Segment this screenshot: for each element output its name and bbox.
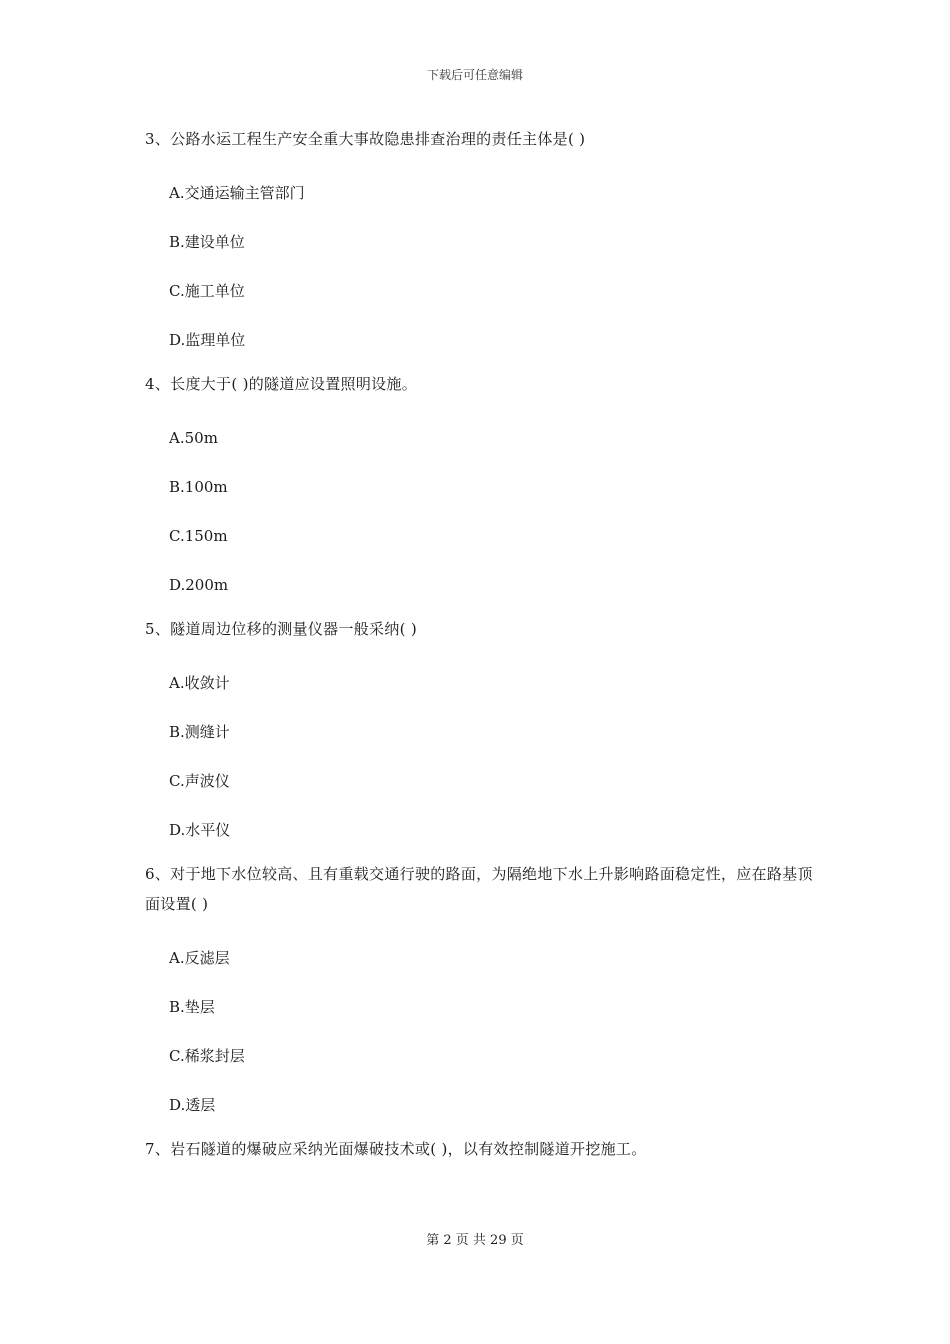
document-body (145, 124, 815, 1164)
question-text: 5、隧道周边位移的测量仪器一般采纳( ) (145, 620, 418, 638)
option-b: B.垫层 (169, 998, 215, 1016)
question-text: 7、岩石隧道的爆破应采纳光面爆破技术或( )，以有效控制隧道开挖施工。 (145, 1140, 647, 1158)
options-list (145, 428, 815, 595)
options-list (145, 948, 815, 1115)
option-d: D.监理单位 (169, 331, 246, 349)
page-number: 第 2 页 共 29 页 (426, 1233, 524, 1248)
question-text: 6、对于地下水位较高、且有重载交通行驶的路面，为隔绝地下水上升影响路面稳定性，应在路基顶面设置( ) (145, 865, 813, 913)
option-c: C.稀浆封层 (169, 1047, 245, 1065)
option-b: B.测缝计 (169, 723, 230, 741)
question-text: 3、公路水运工程生产安全重大事故隐患排查治理的责任主体是( ) (145, 130, 586, 148)
option-c: C.150m (169, 527, 228, 545)
option-d: D.200m (169, 576, 229, 594)
option-d: D.水平仪 (169, 821, 231, 839)
option-c: C.声波仪 (169, 772, 230, 790)
option-a: A.反滤层 (169, 949, 230, 967)
question-5 (145, 614, 815, 840)
question-text: 4、长度大于( )的隧道应设置照明设施。 (145, 375, 418, 393)
page-header: 下载后可任意编辑 (426, 68, 523, 82)
option-d: D.透层 (169, 1096, 216, 1114)
option-a: A.收敛计 (169, 674, 230, 692)
option-c: C.施工单位 (169, 282, 245, 300)
question-6 (145, 859, 815, 1115)
options-list (145, 673, 815, 840)
question-7 (145, 1134, 815, 1164)
option-b: B.100m (169, 478, 228, 496)
option-b: B.建设单位 (169, 233, 245, 251)
option-a: A.50m (169, 429, 218, 447)
question-3 (145, 124, 815, 350)
option-a: A.交通运输主管部门 (169, 184, 305, 202)
question-4 (145, 369, 815, 595)
options-list (145, 183, 815, 350)
